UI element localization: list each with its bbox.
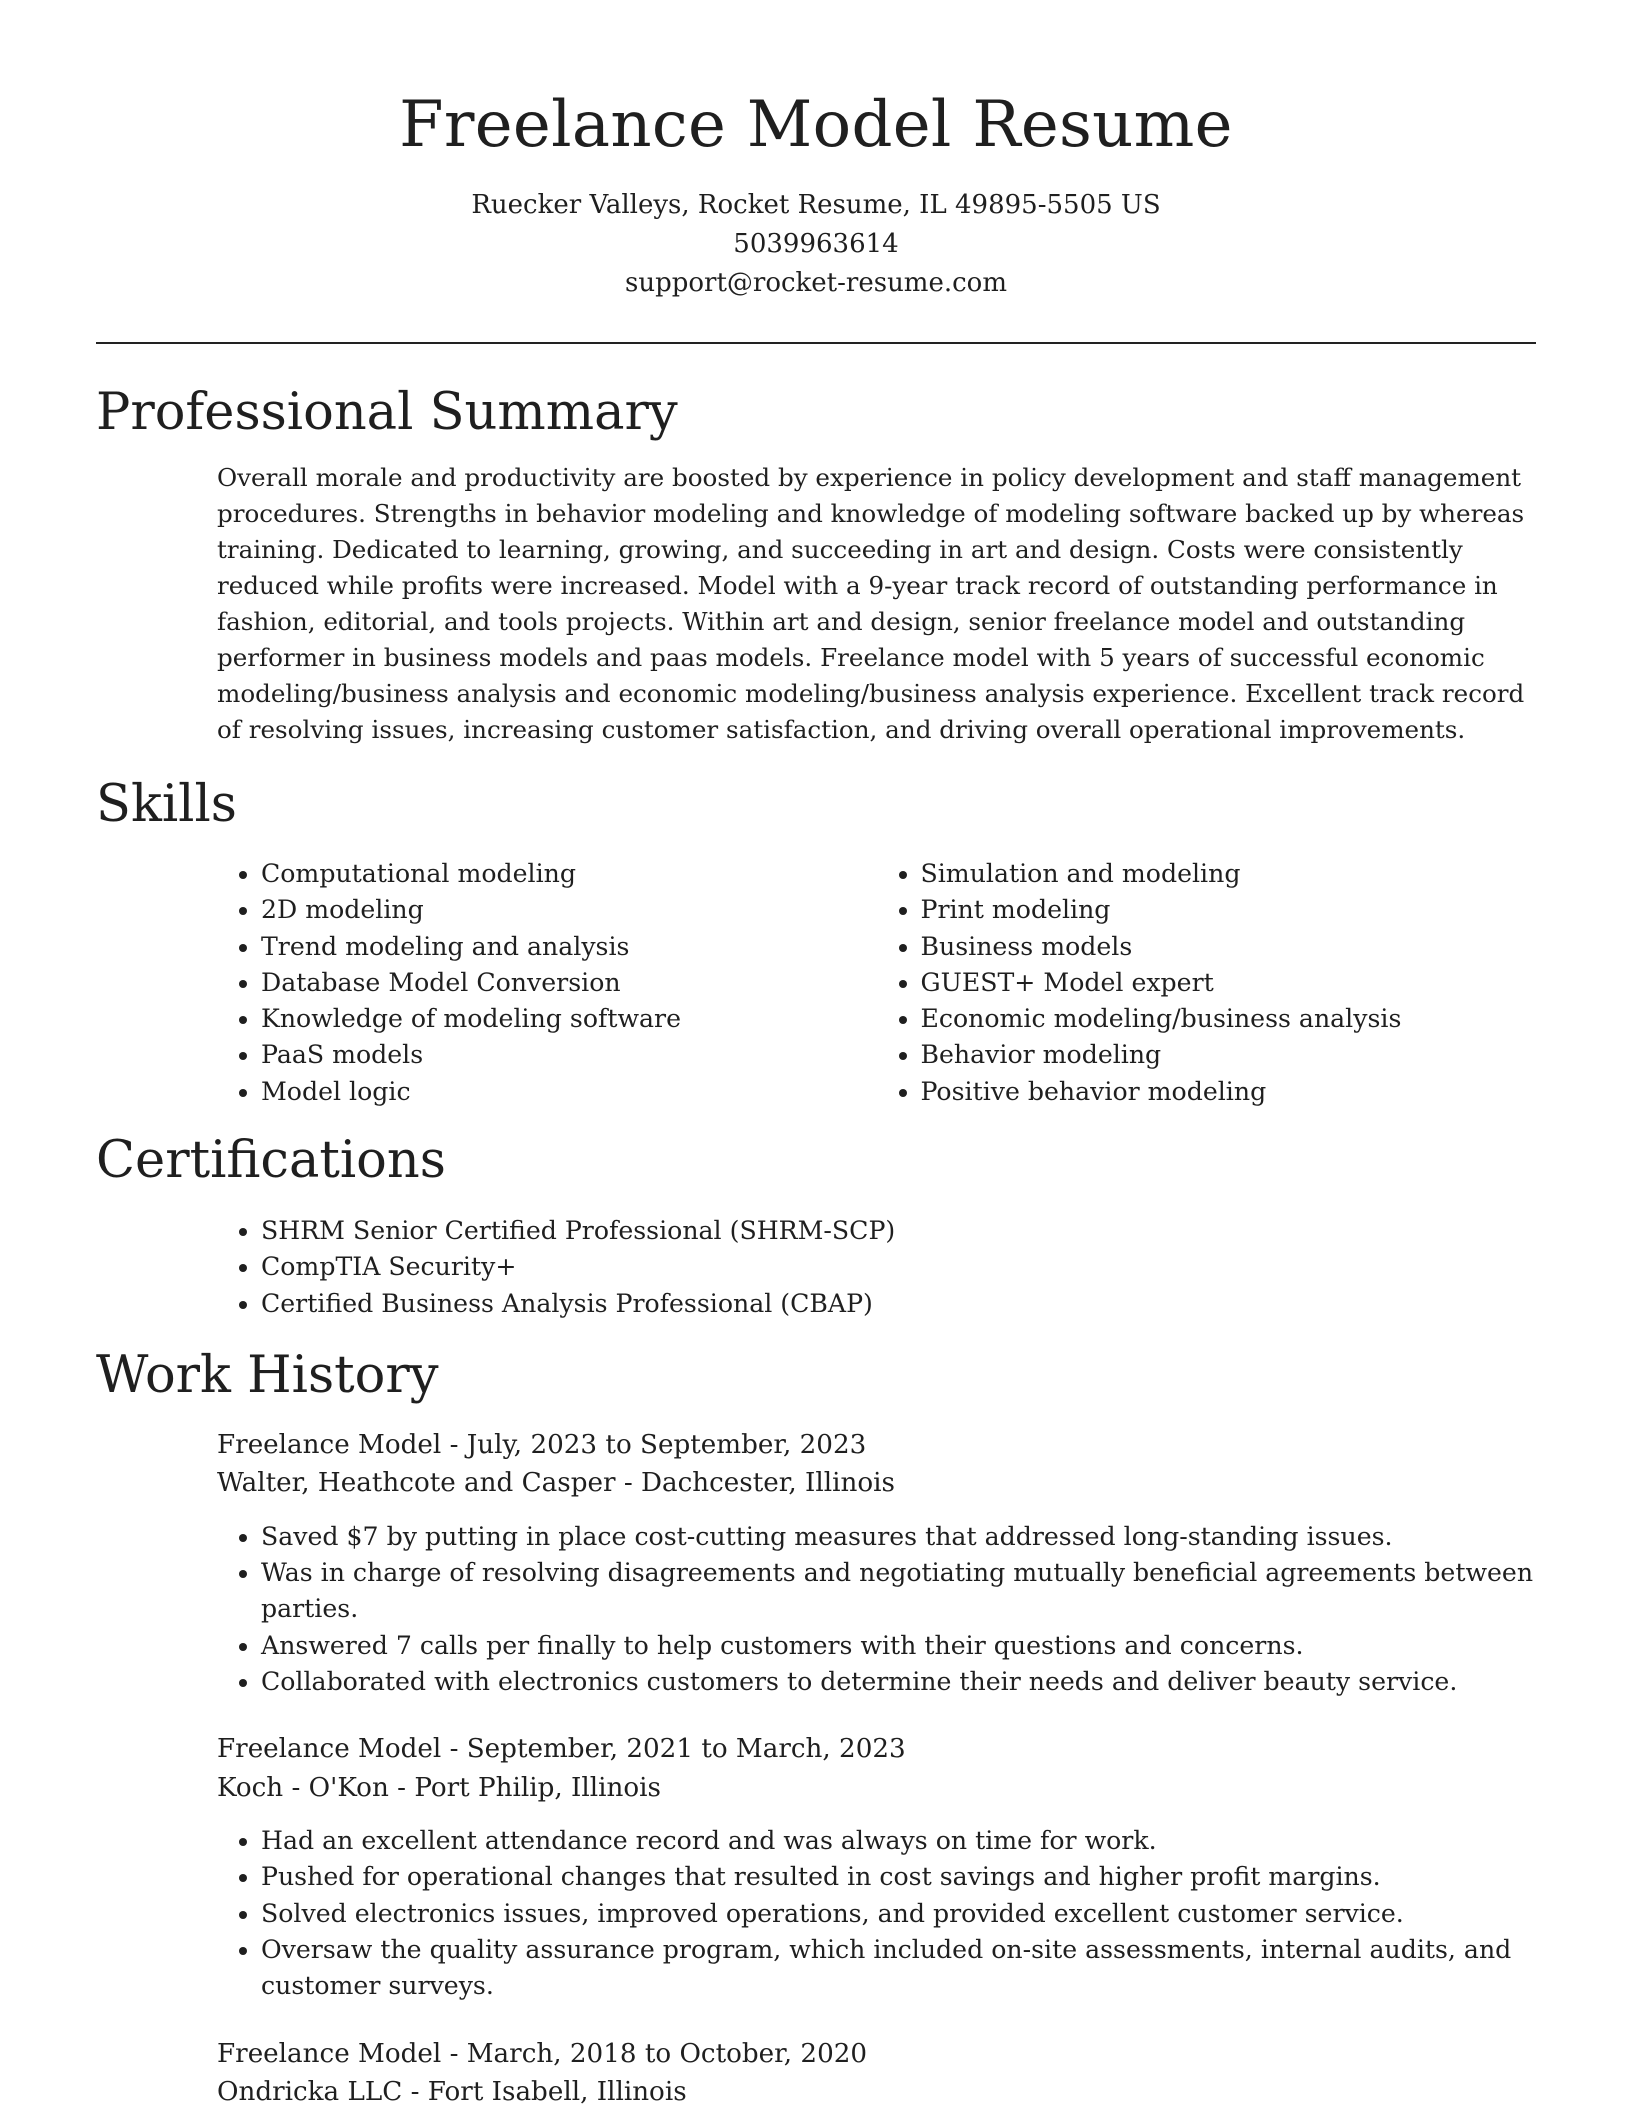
header-divider — [96, 342, 1536, 344]
summary-text: Overall morale and productivity are boosted by experience in policy development and staff management procedures. Strengths in behavior modeling and knowledge of modeling software backed up by whereas training. Dedicated to learning, growing, and succeeding in art and design. Costs were consistently reduced while profits were increased. Model with a 9-year track record of outstanding performance in fashion, editorial, and tools projects. Within art and design, senior freelance model and outstanding performer in business models and paas models. Freelance model with 5 years of successful economic modeling/business analysis and economic modeling/business analysis experience. Excellent track record of resolving issues, increasing customer satisfaction, and driving overall operational improvements. — [217, 463, 1525, 744]
job-company-line — [217, 1464, 1536, 1502]
skill-item: • Model logic — [261, 1074, 877, 1110]
summary-heading: Professional Summary — [96, 383, 678, 442]
job-company: Ondricka LLC — [217, 2076, 403, 2107]
job-company: Koch - O'Kon — [217, 1772, 389, 1803]
resume-title: Freelance Model Resume — [399, 88, 1233, 162]
certifications-heading: Certifications — [96, 1131, 446, 1191]
skill-item: • 2D modeling — [261, 892, 877, 928]
certification-item: • Certified Business Analysis Professional (CBAP) — [261, 1286, 1536, 1322]
duty-item: • Answered 7 calls per finally to help customers with their questions and concerns. — [261, 1628, 1536, 1664]
duty-item: • Had an excellent attendance record and was always on time for work. — [261, 1823, 1536, 1859]
job-company-line — [217, 2073, 1536, 2111]
skills-section — [96, 774, 1536, 1110]
skill-item: • Business models — [921, 929, 1537, 965]
phone: 5039963614 — [733, 229, 899, 259]
skills-list-left — [217, 856, 877, 1110]
duty-item: • Was in charge of resolving disagreements and negotiating mutually beneficial agreements between parties. — [261, 1555, 1536, 1628]
job-company-line — [217, 1769, 1536, 1807]
skill-item: • Print modeling — [921, 892, 1537, 928]
address: Ruecker Valleys, Rocket Resume, IL 49895-5505 US — [471, 190, 1161, 220]
job-entry — [217, 1426, 1536, 1700]
contact-info — [96, 186, 1536, 303]
job-duties — [217, 1823, 1536, 2004]
job-title-line — [217, 1730, 1536, 1768]
skill-item: • Computational modeling — [261, 856, 877, 892]
email: support@rocket-resume.com — [624, 268, 1007, 298]
job-dates: - July, 2023 to September, 2023 — [441, 1429, 867, 1460]
job-entry — [217, 2035, 1536, 2112]
duty-item: • Solved electronics issues, improved operations, and provided excellent customer service. — [261, 1896, 1536, 1932]
skill-item: • GUEST+ Model expert — [921, 965, 1537, 1001]
job-location: - Port Philip, Illinois — [388, 1772, 661, 1803]
job-dates: - March, 2018 to October, 2020 — [441, 2038, 868, 2069]
summary-section — [96, 382, 1536, 748]
skill-item: • Positive behavior modeling — [921, 1074, 1537, 1110]
skill-item: • Knowledge of modeling software — [261, 1001, 877, 1037]
duty-item: • Oversaw the quality assurance program, which included on-site assessments, internal audits, and customer surveys. — [261, 1932, 1536, 2005]
job-company: Walter, Heathcote and Casper — [217, 1468, 616, 1499]
duty-item: • Pushed for operational changes that resulted in cost savings and higher profit margins. — [261, 1859, 1536, 1895]
job-role: Freelance Model — [217, 1429, 442, 1460]
job-duties — [217, 1519, 1536, 1700]
certification-item: • SHRM Senior Certified Professional (SHRM-SCP) — [261, 1213, 1536, 1249]
certification-item: • CompTIA Security+ — [261, 1249, 1536, 1285]
work-history-section — [96, 1345, 1536, 2111]
job-role: Freelance Model — [217, 2038, 442, 2069]
job-entry — [217, 1730, 1536, 2004]
skill-item: • Database Model Conversion — [261, 965, 877, 1001]
skills-list-right — [877, 856, 1537, 1110]
skill-item: • Trend modeling and analysis — [261, 929, 877, 965]
skill-item: • Simulation and modeling — [921, 856, 1537, 892]
job-title-line — [217, 1426, 1536, 1464]
duty-item: • Collaborated with electronics customers to determine their needs and deliver beauty service. — [261, 1664, 1536, 1700]
work-history-heading: Work History — [96, 1345, 439, 1405]
skills-heading: Skills — [96, 775, 237, 834]
skills-columns — [217, 856, 1536, 1110]
resume-header — [96, 0, 1536, 303]
certifications-list — [217, 1213, 1536, 1322]
skill-item: • PaaS models — [261, 1037, 877, 1073]
skill-item: • Behavior modeling — [921, 1037, 1537, 1073]
job-location: - Dachcester, Illinois — [615, 1468, 895, 1499]
job-dates: - September, 2021 to March, 2023 — [441, 1734, 906, 1765]
job-title-line — [217, 2035, 1536, 2073]
certifications-section — [96, 1130, 1536, 1322]
skill-item: • Economic modeling/business analysis — [921, 1001, 1537, 1037]
job-role: Freelance Model — [217, 1734, 442, 1765]
duty-item: • Saved $7 by putting in place cost-cutting measures that addressed long-standing issues. — [261, 1519, 1536, 1555]
job-location: - Fort Isabell, Illinois — [402, 2076, 687, 2107]
